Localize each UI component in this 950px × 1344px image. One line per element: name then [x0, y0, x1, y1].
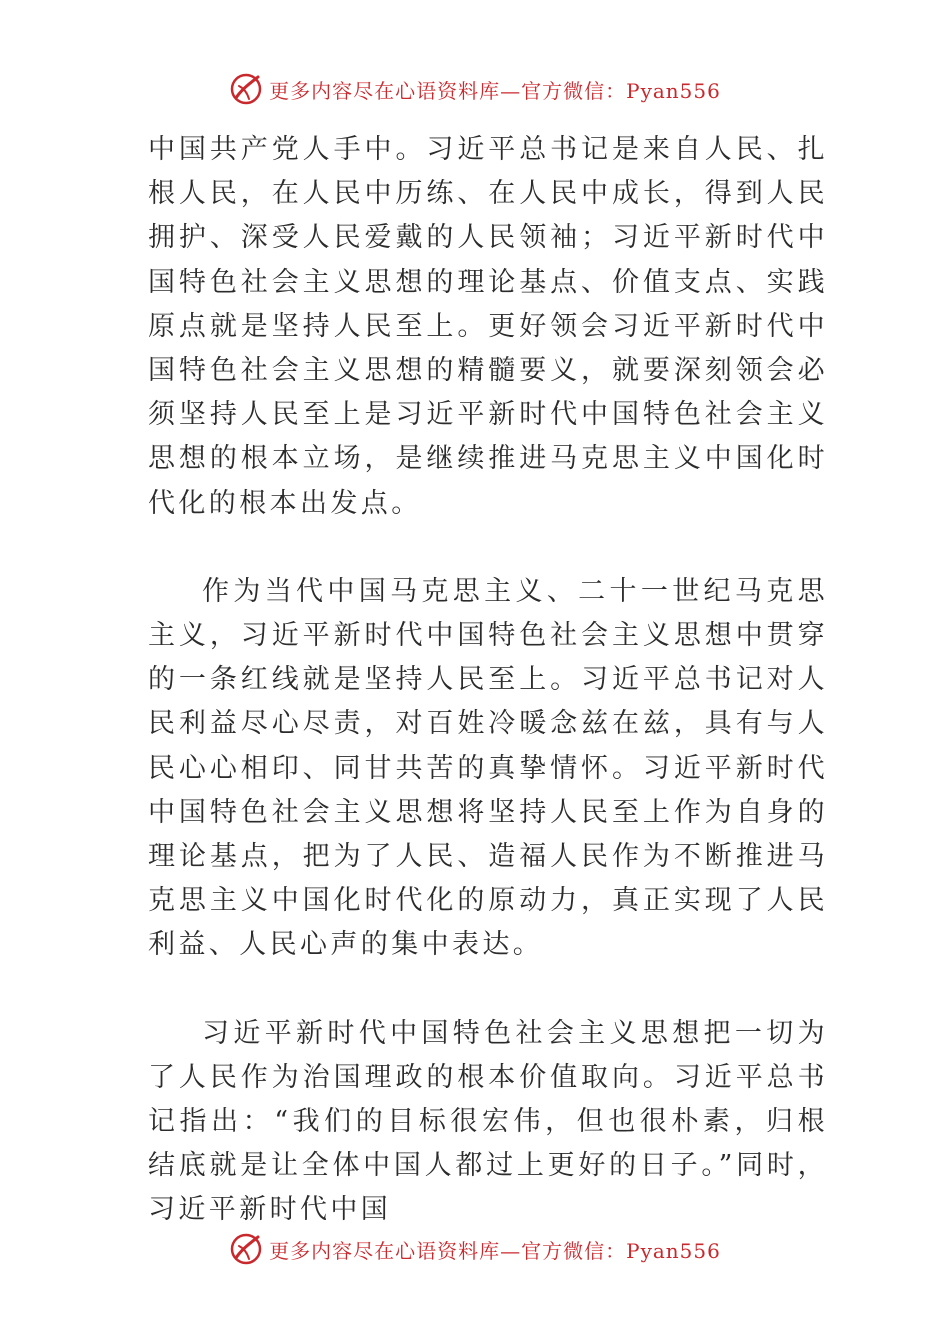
header-watermark-text: 更多内容尽在心语资料库—官方微信：Pyan556	[269, 78, 721, 103]
brush-logo-icon	[229, 72, 263, 106]
paragraph-3: 习近平新时代中国特色社会主义思想把一切为了人民作为治国理政的根本价值取向。习近平总书记指出：“我们的目标很宏伟，但也很朴素，归根结底就是让全体中国人都过上更好的日子。”同时，习近平新时代中国	[148, 1017, 828, 1226]
page-header-watermark	[0, 72, 950, 106]
footer-watermark-text: 更多内容尽在心语资料库—官方微信：Pyan556	[269, 1238, 721, 1263]
document-body	[148, 128, 828, 1233]
page-footer-watermark	[0, 1232, 950, 1266]
paragraph-1: 中国共产党人手中。习近平总书记是来自人民、扎根人民，在人民中历练、在人民中成长，得到人民拥护、深受人民爱戴的人民领袖；习近平新时代中国特色社会主义思想的理论基点、价值支点、实践原点就是坚持人民至上。更好领会习近平新时代中国特色社会主义思想的精髓要义，就要深刻领会必须坚持人民至上是习近平新时代中国特色社会主义思想的根本立场，是继续推进马克思主义中国化时代化的根本出发点。	[148, 134, 828, 519]
paragraph-2: 作为当代中国马克思主义、二十一世纪马克思主义，习近平新时代中国特色社会主义思想中贯穿的一条红线就是坚持人民至上。习近平总书记对人民利益尽心尽责，对百姓冷暖念兹在兹，具有与人民心心相印、同甘共苦的真挚情怀。习近平新时代中国特色社会主义思想将坚持人民至上作为自身的理论基点，把为了人民、造福人民作为不断推进马克思主义中国化时代化的原动力，真正实现了人民利益、人民心声的集中表达。	[148, 575, 828, 961]
brush-logo-icon	[229, 1232, 263, 1266]
